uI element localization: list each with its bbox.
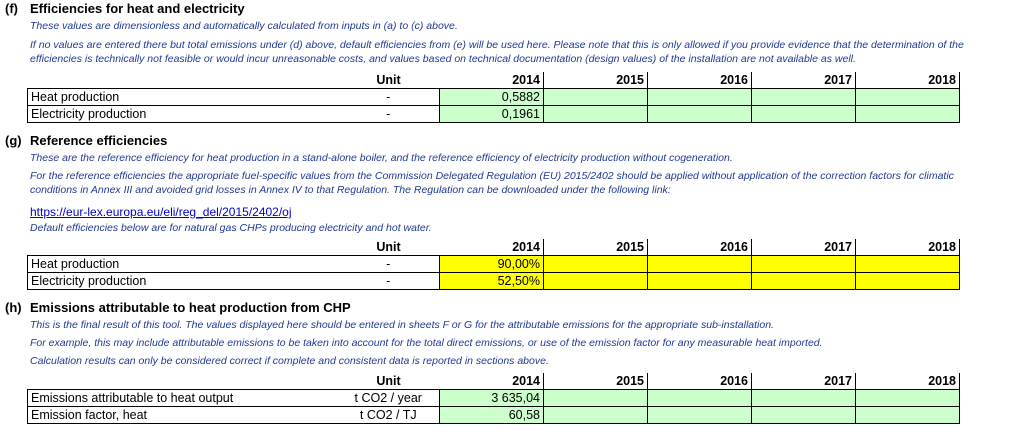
row-unit: - — [338, 106, 440, 123]
value-cell[interactable] — [856, 407, 960, 424]
row-unit: - — [338, 273, 440, 290]
value-cell[interactable] — [544, 89, 648, 106]
value-cell[interactable] — [648, 390, 752, 407]
section-h-label: (h) — [5, 300, 22, 315]
year-header: 2014 — [440, 373, 544, 390]
row-name: Electricity production — [28, 273, 338, 290]
value-cell[interactable] — [544, 407, 648, 424]
row-name: Emission factor, heat — [28, 407, 338, 424]
unit-header: Unit — [376, 240, 401, 254]
year-header: 2018 — [856, 72, 960, 89]
row-unit: - — [338, 89, 440, 106]
value-cell[interactable] — [752, 256, 856, 273]
value-cell[interactable] — [856, 89, 960, 106]
value-cell[interactable] — [648, 273, 752, 290]
year-header: 2014 — [440, 239, 544, 256]
section-g-default-note: Default efficiencies below are for natural gas CHPs producing electricity and hot water. — [30, 222, 432, 234]
section-g-label: (g) — [5, 133, 22, 148]
efficiencies-table — [27, 72, 960, 123]
table-header-row — [28, 72, 960, 89]
row-name: Heat production — [28, 89, 338, 106]
regulation-link[interactable]: https://eur-lex.europa.eu/eli/reg_del/2015/2402/oj — [30, 205, 292, 219]
emissions-table — [27, 373, 960, 424]
value-cell[interactable] — [544, 390, 648, 407]
value-cell[interactable] — [648, 106, 752, 123]
value-cell[interactable] — [648, 407, 752, 424]
value-cell[interactable] — [544, 256, 648, 273]
unit-header: Unit — [376, 374, 401, 388]
row-unit: - — [338, 256, 440, 273]
table-header-row — [28, 373, 960, 390]
value-cell[interactable] — [856, 256, 960, 273]
section-f-note-3: efficiencies is technically not feasible or would incur unreasonable costs, and values based on technical documentation (design values) of the installation are not available as well. — [30, 53, 856, 65]
reference-efficiencies-table — [27, 239, 960, 290]
section-h-note-3: Calculation results can only be considered correct if complete and consistent data is reported in sections above. — [30, 355, 549, 367]
row-name: Heat production — [28, 256, 338, 273]
value-cell[interactable] — [544, 106, 648, 123]
value-cell[interactable]: 52,50% — [440, 273, 544, 290]
value-cell[interactable]: 0,1961 — [440, 106, 544, 123]
row-name: Electricity production — [28, 106, 338, 123]
section-g-note-2: For the reference efficiencies the appropriate fuel-specific values from the Commission Delegated Regulation (EU) 2015/2402 should be applied without application of the correction factors for climatic — [30, 170, 954, 182]
year-header: 2017 — [752, 239, 856, 256]
year-header: 2016 — [648, 239, 752, 256]
year-header: 2017 — [752, 72, 856, 89]
value-cell[interactable] — [752, 407, 856, 424]
section-f-note-2: If no values are entered there but total emissions under (d) above, default efficiencies from (e) will be used here. Please note that this is only allowed if you provide evidence that the determination of the — [30, 39, 964, 51]
section-h-title: Emissions attributable to heat production from CHP — [30, 300, 351, 315]
value-cell[interactable] — [752, 273, 856, 290]
year-header: 2018 — [856, 239, 960, 256]
table-row — [28, 390, 960, 407]
table-row — [28, 256, 960, 273]
value-cell[interactable]: 3 635,04 — [440, 390, 544, 407]
section-h-note-1: This is the final result of this tool. The values displayed here should be entered in sheets F or G for the attributable emissions for the appropriate sub-installation. — [30, 319, 774, 331]
value-cell[interactable] — [648, 89, 752, 106]
row-unit: t CO2 / TJ — [338, 407, 440, 424]
value-cell[interactable]: 90,00% — [440, 256, 544, 273]
row-unit: t CO2 / year — [338, 390, 440, 407]
value-cell[interactable]: 60,58 — [440, 407, 544, 424]
value-cell[interactable]: 0,5882 — [440, 89, 544, 106]
year-header: 2015 — [544, 239, 648, 256]
year-header: 2014 — [440, 72, 544, 89]
section-f-title: Efficiencies for heat and electricity — [30, 1, 245, 16]
section-g-note-3: conditions in Annex III and avoided grid losses in Annex IV to that Regulation. The Regulation can be downloaded under the following link: — [30, 184, 671, 196]
year-header: 2016 — [648, 373, 752, 390]
section-f-label: (f) — [5, 1, 18, 16]
value-cell[interactable] — [752, 390, 856, 407]
value-cell[interactable] — [856, 390, 960, 407]
table-row — [28, 273, 960, 290]
year-header: 2018 — [856, 373, 960, 390]
section-h-note-2: For example, this may include attributable emissions to be taken into account for the total direct emissions, or use of the emission factor for any measurable heat imported. — [30, 337, 823, 349]
year-header: 2015 — [544, 373, 648, 390]
value-cell[interactable] — [856, 273, 960, 290]
table-row — [28, 407, 960, 424]
unit-header: Unit — [376, 73, 401, 87]
section-f-note-1: These values are dimensionless and automatically calculated from inputs in (a) to (c) above. — [30, 20, 458, 32]
year-header: 2016 — [648, 72, 752, 89]
table-row — [28, 106, 960, 123]
value-cell[interactable] — [856, 106, 960, 123]
value-cell[interactable] — [544, 273, 648, 290]
year-header: 2017 — [752, 373, 856, 390]
row-name: Emissions attributable to heat output — [28, 390, 338, 407]
year-header: 2015 — [544, 72, 648, 89]
table-header-row — [28, 239, 960, 256]
section-g-title: Reference efficiencies — [30, 133, 168, 148]
value-cell[interactable] — [752, 106, 856, 123]
section-g-note-1: These are the reference efficiency for heat production in a stand-alone boiler, and the reference efficiency of electricity production without cogeneration. — [30, 152, 733, 164]
value-cell[interactable] — [648, 256, 752, 273]
table-row — [28, 89, 960, 106]
value-cell[interactable] — [752, 89, 856, 106]
